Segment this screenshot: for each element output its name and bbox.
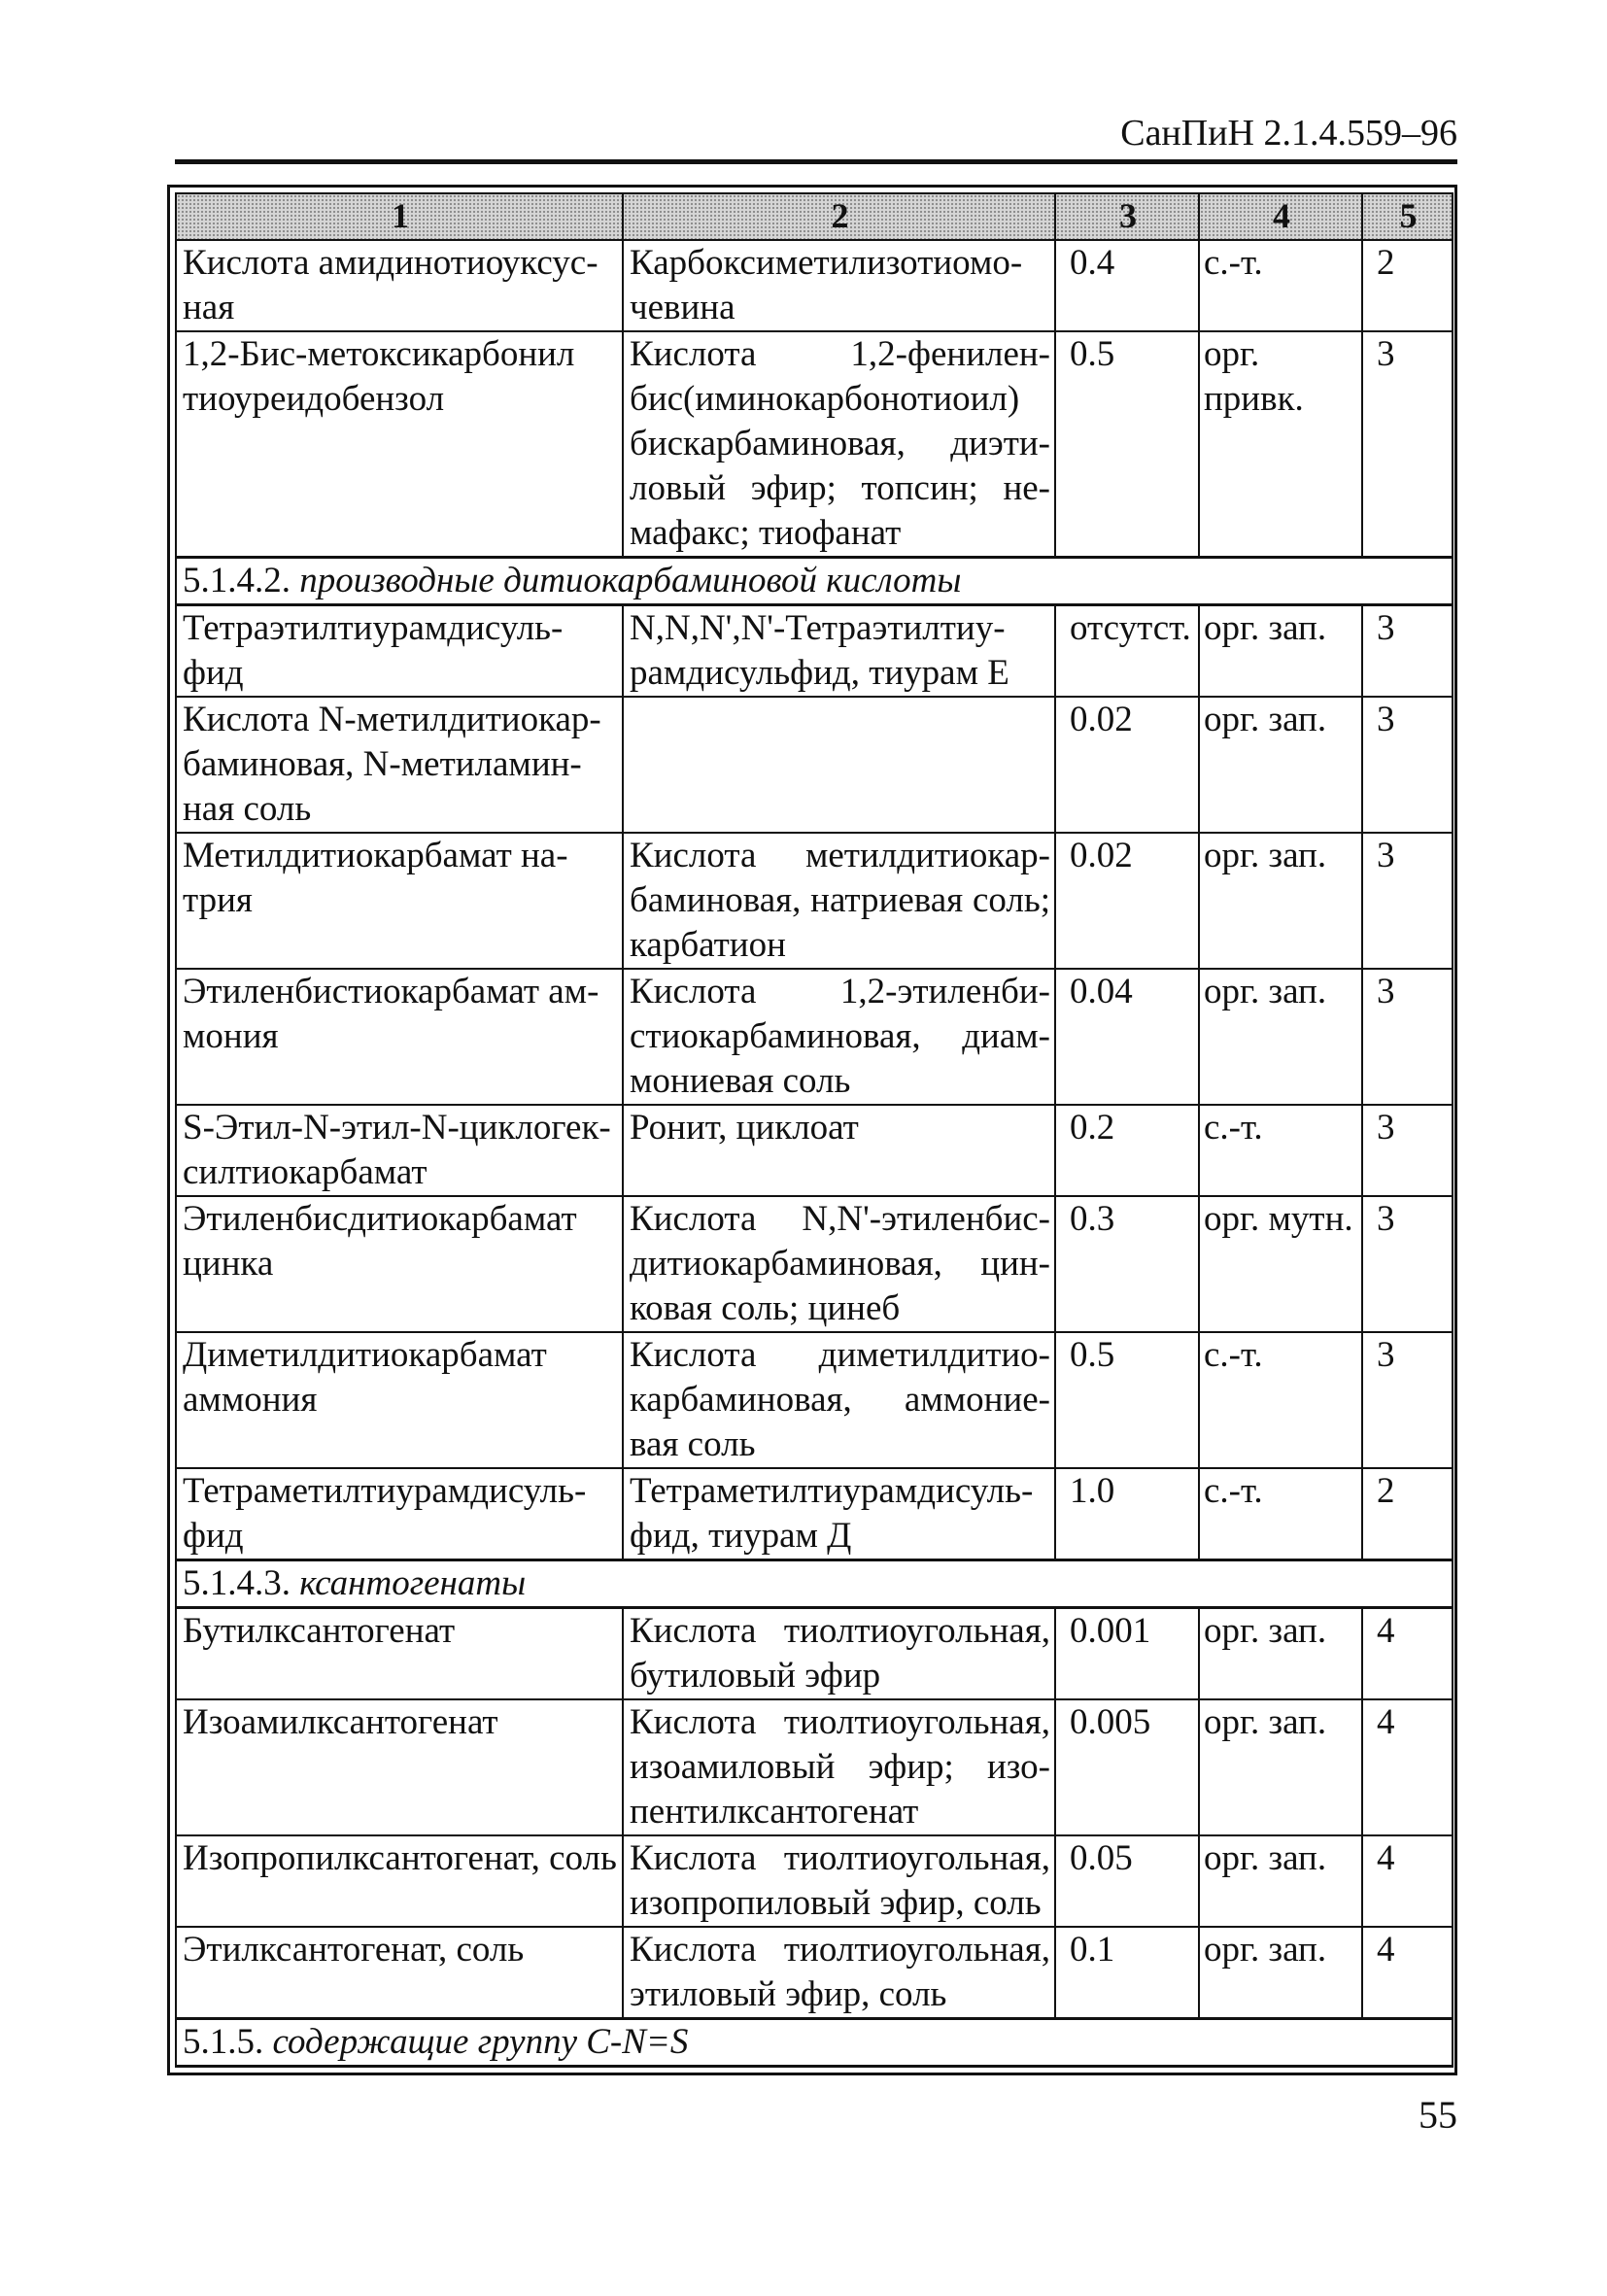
synonyms-cell: Тетраметилтиурамдисуль-фид, тиурам Д bbox=[623, 1468, 1055, 1560]
synonyms-cell: Кислота диметилдитио-карбаминовая, аммоние-вая соль bbox=[623, 1332, 1055, 1468]
value-cell: 0.2 bbox=[1055, 1105, 1199, 1196]
document-code: СанПиН 2.1.4.559–96 bbox=[1120, 113, 1457, 154]
table-row bbox=[176, 1105, 1453, 1196]
criterion-cell: с.-т. bbox=[1199, 1468, 1362, 1560]
column-header: 4 bbox=[1199, 193, 1362, 240]
column-header: 1 bbox=[176, 193, 623, 240]
substances-table bbox=[175, 192, 1453, 2068]
value-cell: 0.05 bbox=[1055, 1835, 1199, 1927]
hazard-class-cell: 4 bbox=[1362, 1608, 1453, 1700]
table-row bbox=[176, 1927, 1453, 2019]
table-row bbox=[176, 240, 1453, 331]
hazard-class-cell: 4 bbox=[1362, 1699, 1453, 1835]
substance-name-cell: Этиленбистиокарбамат ам-мония bbox=[176, 969, 623, 1105]
hazard-class-cell: 2 bbox=[1362, 240, 1453, 331]
hazard-class-cell: 3 bbox=[1362, 969, 1453, 1105]
column-header-row bbox=[176, 193, 1453, 240]
value-cell: 0.02 bbox=[1055, 697, 1199, 833]
hazard-class-cell: 3 bbox=[1362, 605, 1453, 698]
table-row bbox=[176, 1332, 1453, 1468]
substance-name-cell: Изоамилксантогенат bbox=[176, 1699, 623, 1835]
synonyms-cell: Кислота 1,2-этиленби-стиокарбаминовая, диам-мониевая соль bbox=[623, 969, 1055, 1105]
table-row bbox=[176, 331, 1453, 558]
page-number: 55 bbox=[1419, 2093, 1457, 2137]
value-cell: 0.5 bbox=[1055, 1332, 1199, 1468]
substance-name-cell: Этиленбисдитиокарбамат цинка bbox=[176, 1196, 623, 1332]
substance-name-cell: Тетраэтилтиурамдисуль-фид bbox=[176, 605, 623, 698]
table-row bbox=[176, 1699, 1453, 1835]
synonyms-cell: Карбоксиметилизотиомо-чевина bbox=[623, 240, 1055, 331]
header-rule bbox=[175, 159, 1457, 164]
criterion-cell: с.-т. bbox=[1199, 1332, 1362, 1468]
value-cell: 0.5 bbox=[1055, 331, 1199, 558]
table-body bbox=[176, 240, 1453, 2067]
synonyms-cell: N,N,N',N'-Тетраэтилтиу-рамдисульфид, тиурам Е bbox=[623, 605, 1055, 698]
substance-name-cell: Кислота амидинотиоуксус-ная bbox=[176, 240, 623, 331]
substance-name-cell: S-Этил-N-этил-N-циклогек-силтиокарбамат bbox=[176, 1105, 623, 1196]
table-row bbox=[176, 1468, 1453, 1560]
substance-name-cell: Бутилксантогенат bbox=[176, 1608, 623, 1700]
criterion-cell: орг. зап. bbox=[1199, 605, 1362, 698]
hazard-class-cell: 2 bbox=[1362, 1468, 1453, 1560]
table-row bbox=[176, 1835, 1453, 1927]
hazard-class-cell: 4 bbox=[1362, 1927, 1453, 2019]
value-cell: отсутст. bbox=[1055, 605, 1199, 698]
criterion-cell: с.-т. bbox=[1199, 1105, 1362, 1196]
substance-name-cell: Диметилдитиокарбамат аммония bbox=[176, 1332, 623, 1468]
synonyms-cell: Кислота тиолтиоугольная, изопропиловый эфир, соль bbox=[623, 1835, 1055, 1927]
criterion-cell: орг. привк. bbox=[1199, 331, 1362, 558]
criterion-cell: орг. зап. bbox=[1199, 1835, 1362, 1927]
criterion-cell: орг. зап. bbox=[1199, 1608, 1362, 1700]
criterion-cell: орг. зап. bbox=[1199, 969, 1362, 1105]
hazard-class-cell: 3 bbox=[1362, 697, 1453, 833]
synonyms-cell: Кислота N,N'-этиленбис-дитиокарбаминовая, цин-ковая соль; цинеб bbox=[623, 1196, 1055, 1332]
substance-name-cell: Кислота N-метилдитиокар-баминовая, N-метиламин-ная соль bbox=[176, 697, 623, 833]
section-number: 5.1.4.2. bbox=[183, 561, 291, 600]
criterion-cell: орг. зап. bbox=[1199, 833, 1362, 969]
synonyms-cell: Кислота тиолтиоугольная, бутиловый эфир bbox=[623, 1608, 1055, 1700]
substance-name-cell: Изопропилксантогенат, соль bbox=[176, 1835, 623, 1927]
value-cell: 0.02 bbox=[1055, 833, 1199, 969]
hazard-class-cell: 3 bbox=[1362, 1105, 1453, 1196]
value-cell: 0.001 bbox=[1055, 1608, 1199, 1700]
section-heading bbox=[176, 1560, 1453, 1608]
section-title: содержащие группу C-N=S bbox=[272, 2022, 689, 2062]
table-row bbox=[176, 969, 1453, 1105]
section-heading bbox=[176, 2019, 1453, 2067]
hazard-class-cell: 3 bbox=[1362, 331, 1453, 558]
section-row bbox=[176, 1560, 1453, 1608]
value-cell: 0.4 bbox=[1055, 240, 1199, 331]
criterion-cell: с.-т. bbox=[1199, 240, 1362, 331]
criterion-cell: орг. зап. bbox=[1199, 1699, 1362, 1835]
criterion-cell: орг. зап. bbox=[1199, 1927, 1362, 2019]
table-row bbox=[176, 833, 1453, 969]
hazard-class-cell: 3 bbox=[1362, 1332, 1453, 1468]
table-row bbox=[176, 1608, 1453, 1700]
hazard-class-cell: 4 bbox=[1362, 1835, 1453, 1927]
section-title: производные дитиокарбаминовой кислоты bbox=[299, 561, 962, 600]
substance-name-cell: Метилдитиокарбамат на-трия bbox=[176, 833, 623, 969]
substance-name-cell: Этилксантогенат, соль bbox=[176, 1927, 623, 2019]
hazard-class-cell: 3 bbox=[1362, 833, 1453, 969]
value-cell: 0.005 bbox=[1055, 1699, 1199, 1835]
section-number: 5.1.4.3. bbox=[183, 1563, 291, 1603]
table-frame bbox=[167, 185, 1457, 2075]
section-number: 5.1.5. bbox=[183, 2022, 264, 2062]
substance-name-cell: 1,2-Бис-метоксикарбонил тиоуреидобензол bbox=[176, 331, 623, 558]
column-header: 5 bbox=[1362, 193, 1453, 240]
value-cell: 1.0 bbox=[1055, 1468, 1199, 1560]
criterion-cell: орг. зап. bbox=[1199, 697, 1362, 833]
value-cell: 0.3 bbox=[1055, 1196, 1199, 1332]
synonyms-cell: Кислота метилдитиокар-баминовая, натриевая соль; карбатион bbox=[623, 833, 1055, 969]
synonyms-cell bbox=[623, 697, 1055, 833]
table-row bbox=[176, 1196, 1453, 1332]
section-row bbox=[176, 2019, 1453, 2067]
substance-name-cell: Тетраметилтиурамдисуль-фид bbox=[176, 1468, 623, 1560]
table-row bbox=[176, 697, 1453, 833]
criterion-cell: орг. мутн. bbox=[1199, 1196, 1362, 1332]
column-header: 2 bbox=[623, 193, 1055, 240]
section-title: ксантогенаты bbox=[299, 1563, 527, 1603]
synonyms-cell: Кислота тиолтиоугольная, этиловый эфир, соль bbox=[623, 1927, 1055, 2019]
section-heading bbox=[176, 558, 1453, 605]
table-row bbox=[176, 605, 1453, 698]
synonyms-cell: Кислота тиолтиоугольная, изоамиловый эфир; изо-пентилксантогенат bbox=[623, 1699, 1055, 1835]
column-header: 3 bbox=[1055, 193, 1199, 240]
hazard-class-cell: 3 bbox=[1362, 1196, 1453, 1332]
value-cell: 0.1 bbox=[1055, 1927, 1199, 2019]
section-row bbox=[176, 558, 1453, 605]
synonyms-cell: Ронит, циклоат bbox=[623, 1105, 1055, 1196]
synonyms-cell: Кислота 1,2-фенилен-бис(иминокарбонотиоил) бискарбаминовая, диэти-ловый эфир; топсин; не-мафакс; тиофанат bbox=[623, 331, 1055, 558]
value-cell: 0.04 bbox=[1055, 969, 1199, 1105]
